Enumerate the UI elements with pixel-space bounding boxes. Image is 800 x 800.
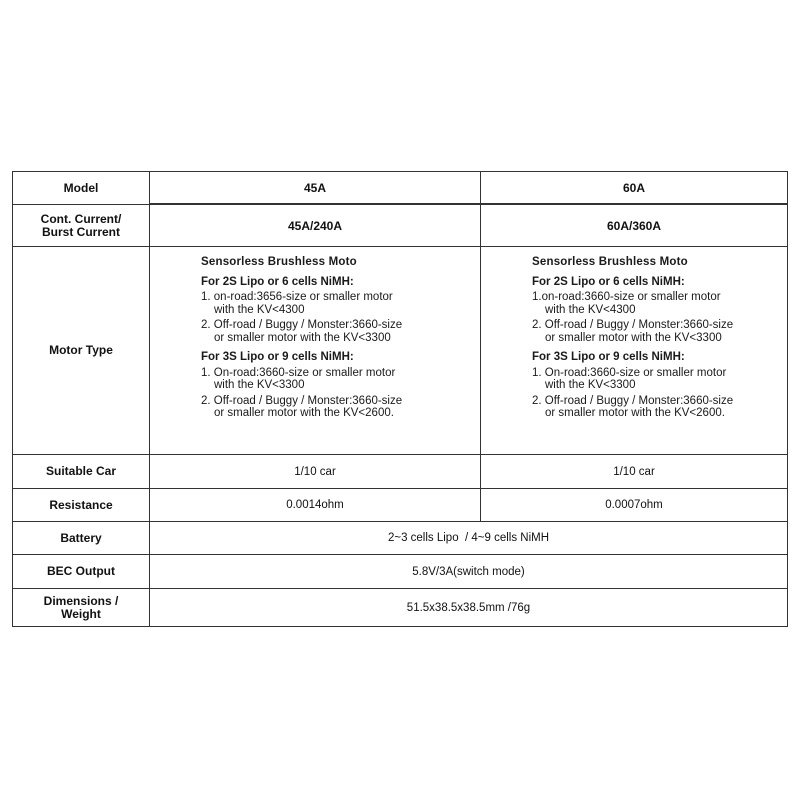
table-row-model [13,172,787,205]
label-battery: Battery [13,522,150,554]
label-current [13,205,150,246]
motor-g1-item1-45a: 1. on-road:3656-size or smaller motor with the KV<4300 [201,291,393,316]
label-dimensions-line2: Weight [61,607,101,621]
current-45a: 45A/240A [150,205,481,246]
resistance-45a: 0.0014ohm [150,489,481,521]
suitable-car-60a: 1/10 car [613,465,655,478]
suitable-car-45a: 1/10 car [150,455,481,488]
motor-title-60a: Sensorless Brushless Moto [532,256,688,268]
motor-group2-title-45a: For 3S Lipo or 9 cells NiMH: [201,351,354,363]
header-60a: 60A [481,172,787,204]
dimensions-value: 51.5x38.5x38.5mm /76g [406,601,531,614]
table-row-motor-type [13,247,787,455]
bec-output-value: 5.8V/3A(switch mode) [412,565,525,578]
spec-table [12,171,788,627]
table-row-bec-output [13,555,787,589]
motor-g1-item2-60a: 2. Off-road / Buggy / Monster:3660-size or smaller motor with the KV<3300 [532,319,734,344]
table-row-battery [13,522,787,555]
label-resistance: Resistance [13,489,150,521]
label-current-line2: Burst Current [41,224,120,239]
resistance-60a: 0.0007ohm [605,499,663,511]
motor-g2-item1-45a: 1. On-road:3660-size or smaller motor with the KV<3300 [201,366,396,391]
motor-g2-item2-60a: 2. Off-road / Buggy / Monster:3660-size or smaller motor with the KV<2600. [532,394,734,419]
motor-spec-45a [201,256,402,420]
current-60a: 60A/360A [606,218,662,233]
motor-type-60a [481,247,787,454]
label-dimensions [13,589,150,626]
label-motor-type: Motor Type [13,247,150,454]
table-row-resistance [13,489,787,522]
header-45a: 45A [150,172,481,204]
motor-title-45a: Sensorless Brushless Moto [201,256,357,268]
label-model: Model [13,172,150,204]
motor-group1-title-45a: For 2S Lipo or 6 cells NiMH: [201,275,354,288]
motor-g1-item2-45a: 2. Off-road / Buggy / Monster:3660-size or smaller motor with the KV<3300 [201,319,403,344]
motor-g2-item1-60a: 1. On-road:3660-size or smaller motor with the KV<3300 [532,366,727,391]
motor-group1-title-60a: For 2S Lipo or 6 cells NiMH: [532,275,685,288]
table-row-dimensions [13,589,787,626]
label-dimensions-line1: Dimensions / [43,594,119,608]
motor-group2-title-60a: For 3S Lipo or 9 cells NiMH: [532,351,685,363]
motor-spec-60a [532,256,733,420]
motor-type-45a [150,247,481,454]
label-suitable-car: Suitable Car [13,455,150,488]
label-current-line1: Cont. Current/ [40,211,122,226]
table-row-current [13,205,787,247]
battery-value: 2~3 cells Lipo / 4~9 cells NiMH [387,532,550,544]
label-bec-output: BEC Output [13,555,150,588]
motor-g2-item2-45a: 2. Off-road / Buggy / Monster:3660-size or smaller motor with the KV<2600. [201,394,403,419]
motor-g1-item1-60a: 1.on-road:3660-size or smaller motor with the KV<4300 [532,291,721,316]
table-row-suitable-car [13,455,787,489]
